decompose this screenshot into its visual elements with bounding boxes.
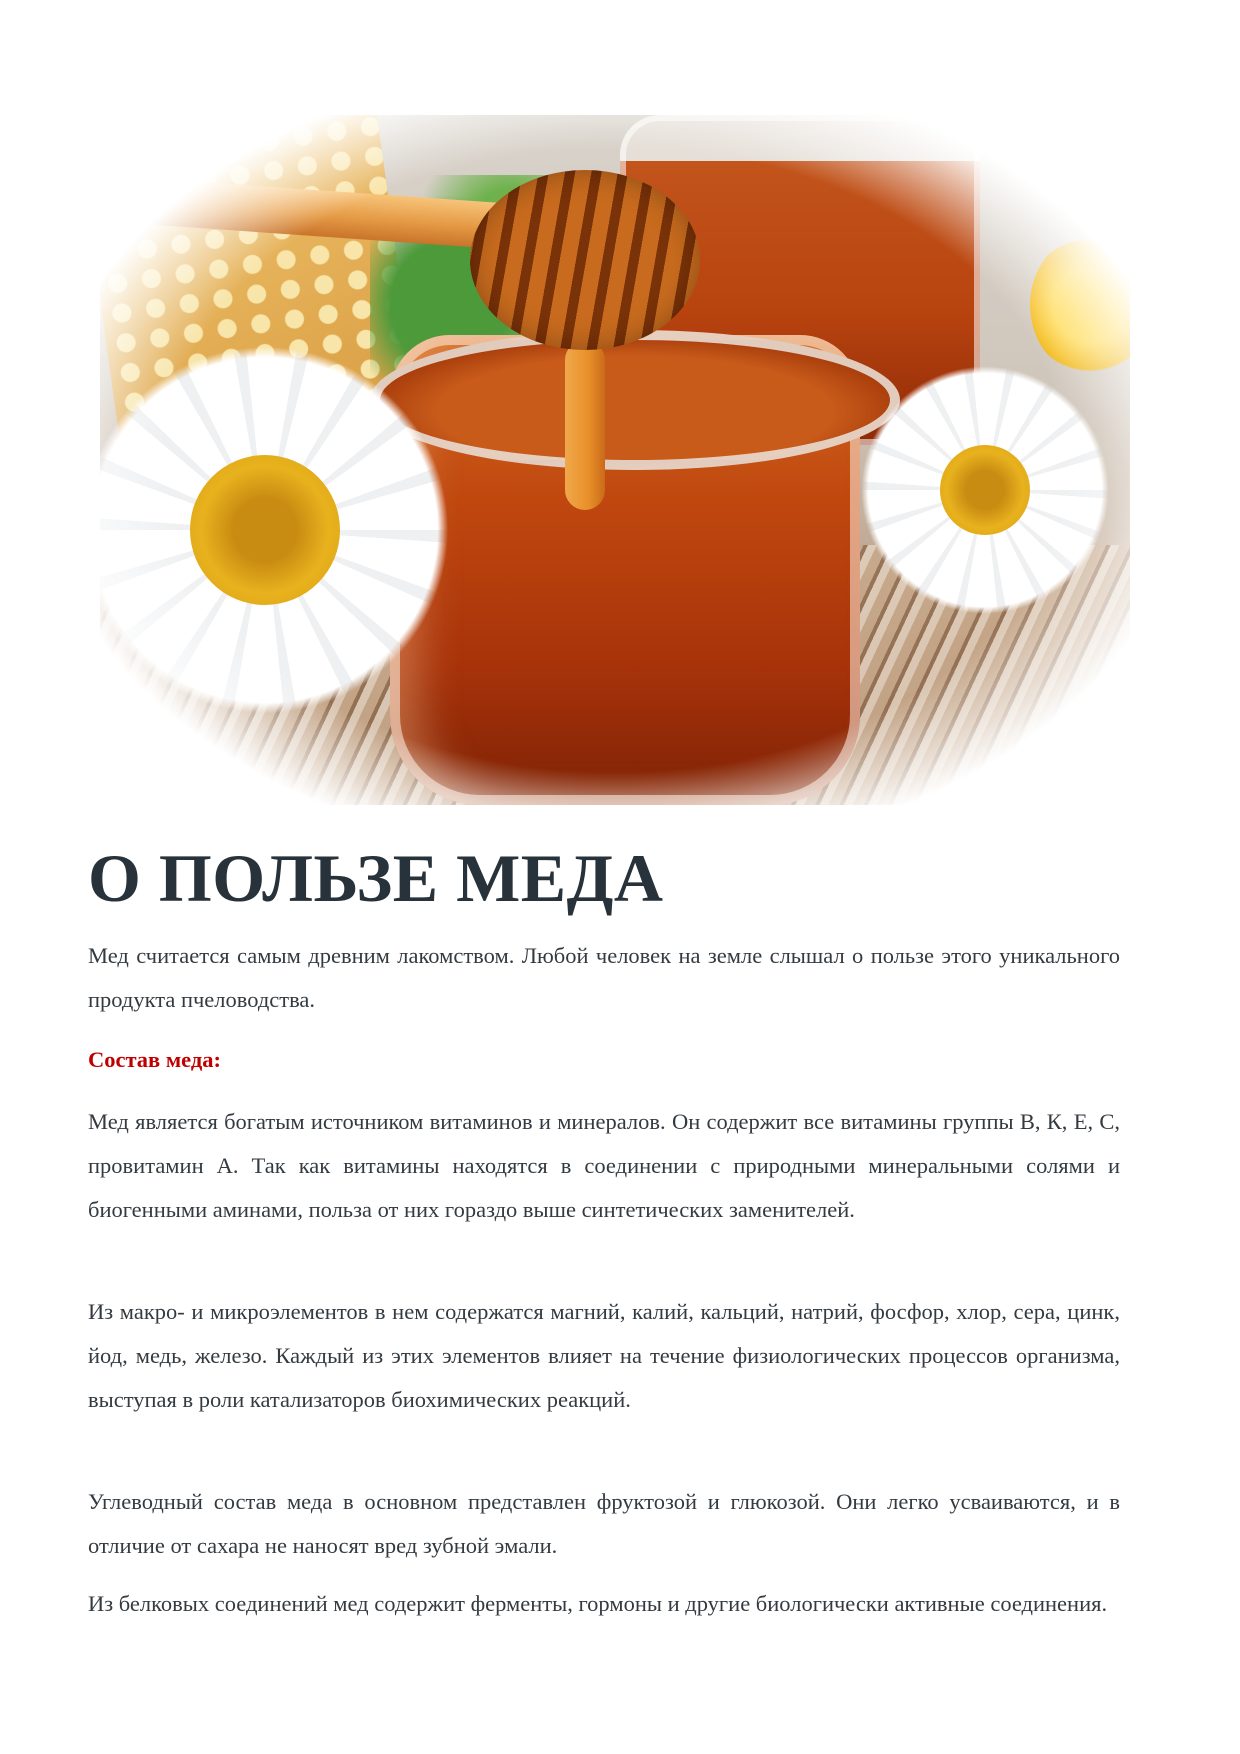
paragraph-proteins: Из белковых соединений мед содержит ферменты, гормоны и другие биологически активные соединения.: [88, 1591, 1108, 1616]
section-heading-composition: Состав меда:: [88, 1047, 221, 1072]
paragraph-minerals: Из макро- и микроэлементов в нем содержатся магний, калий, кальций, натрий, фосфор, хлор, сера, цинк, йод, медь, железо. Каждый из этих элементов влияет на течение физиологических процессов организма, выступая в роли катализаторов биохимических реакций.: [88, 1299, 1120, 1412]
honey-dipper-head-icon: [470, 170, 700, 350]
intro-paragraph: Мед считается самым древним лакомством. Любой человек на земле слышал о пользе этого уникального продукта пчеловодства.: [88, 943, 1120, 1012]
honey-drip-icon: [565, 340, 605, 510]
yellow-flower-icon: [1030, 235, 1130, 375]
page-title: О ПОЛЬЗЕ МЕДА: [88, 840, 664, 916]
daisy-flower-icon: [860, 365, 1110, 615]
paragraph-carbohydrates: Углеводный состав меда в основном представлен фруктозой и глюкозой. Они легко усваиваются, и в отличие от сахара не наносят вред зубной эмали.: [88, 1489, 1120, 1558]
paragraph-vitamins: Мед является богатым источником витаминов и минералов. Он содержит все витамины группы В, К, Е, С, провитамин А. Так как витамины находятся в соединении с природными минеральными солями и биогенными аминами, польза от них гораздо выше синтетических заменителей.: [88, 1109, 1120, 1222]
honey-jar-photo: [100, 115, 1130, 805]
jar-rim-icon: [370, 330, 900, 470]
